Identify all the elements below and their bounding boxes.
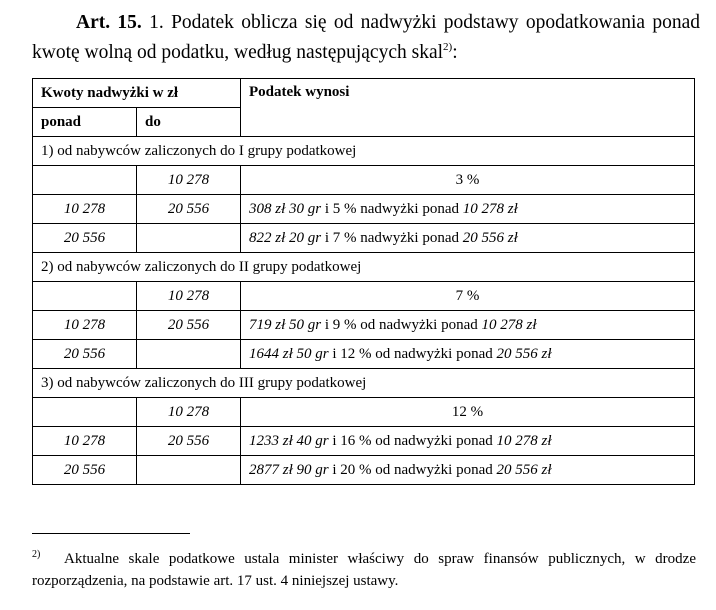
table-row	[33, 224, 695, 253]
tax-threshold: 20 556 zł	[462, 229, 518, 246]
tax-fixed-amount: 1644 zł 50 gr	[249, 345, 329, 362]
header-over: ponad	[33, 108, 137, 137]
tax-rate-text: i 20 % od nadwyżki ponad	[328, 461, 497, 478]
table-row	[33, 311, 695, 340]
tax-rate-text: i 12 % od nadwyżki ponad	[328, 345, 497, 362]
cell-to: 20 556	[137, 311, 241, 340]
cell-over: 20 556	[33, 224, 137, 253]
cell-tax	[241, 340, 695, 369]
tax-rate-text: i 5 % nadwyżki ponad	[321, 200, 463, 217]
cell-over	[33, 282, 137, 311]
footnote	[32, 548, 696, 592]
cell-over: 10 278	[33, 195, 137, 224]
tax-threshold: 20 556 zł	[496, 461, 552, 478]
group-title: 2) od nabywców zaliczonych do II grupy podatkowej	[33, 253, 695, 282]
footnote-mark: 2)	[32, 549, 41, 560]
footnote-line-1: Aktualne skale podatkowe ustala minister właściwy do spraw finansów publicznych, w drodze	[64, 551, 696, 567]
tax-fixed-amount: 2877 zł 90 gr	[249, 461, 329, 478]
article-text-1: 1. Podatek oblicza się od nadwyżki podstawy opodatkowania ponad	[149, 12, 700, 33]
footnote-reference[interactable]: 2)	[443, 41, 453, 53]
article-line-2	[32, 38, 700, 68]
group-title-row	[33, 137, 695, 166]
cell-tax	[241, 427, 695, 456]
cell-to	[137, 456, 241, 485]
group-title-row	[33, 253, 695, 282]
header-to: do	[137, 108, 241, 137]
tax-fixed-amount: 308 zł 30 gr	[249, 200, 322, 217]
cell-tax	[241, 224, 695, 253]
table-row	[33, 166, 695, 195]
cell-over: 10 278	[33, 427, 137, 456]
article-text-2: kwotę wolną od podatku, według następujących skal	[32, 42, 444, 63]
cell-over: 20 556	[33, 340, 137, 369]
tax-threshold: 20 556 zł	[496, 345, 552, 362]
article-label: Art. 15.	[76, 12, 142, 33]
tax-fixed-amount: 1233 zł 40 gr	[249, 432, 329, 449]
footnote-separator	[32, 533, 190, 534]
article-line-1	[32, 8, 700, 38]
table-header-row	[33, 79, 695, 108]
table-row	[33, 340, 695, 369]
cell-tax	[241, 456, 695, 485]
article-text-2-end: :	[452, 42, 458, 63]
table-row	[33, 456, 695, 485]
tax-rate-text: i 16 % od nadwyżki ponad	[328, 432, 497, 449]
cell-over	[33, 398, 137, 427]
cell-to: 10 278	[137, 398, 241, 427]
cell-tax: 7 %	[241, 282, 695, 311]
tax-rate-text: i 9 % od nadwyżki ponad	[321, 316, 482, 333]
cell-tax	[241, 311, 695, 340]
table-row	[33, 427, 695, 456]
tax-threshold: 10 278 zł	[496, 432, 552, 449]
cell-to: 10 278	[137, 282, 241, 311]
group-title: 3) od nabywców zaliczonych do III grupy podatkowej	[33, 369, 695, 398]
table-row	[33, 282, 695, 311]
cell-to: 20 556	[137, 427, 241, 456]
cell-over: 10 278	[33, 311, 137, 340]
header-amounts: Kwoty nadwyżki w zł	[33, 79, 241, 108]
article-15	[32, 8, 700, 68]
table-row	[33, 398, 695, 427]
table-row	[33, 195, 695, 224]
cell-to: 10 278	[137, 166, 241, 195]
tax-fixed-amount: 822 zł 20 gr	[249, 229, 322, 246]
group-title: 1) od nabywców zaliczonych do I grupy podatkowej	[33, 137, 695, 166]
tax-fixed-amount: 719 zł 50 gr	[249, 316, 322, 333]
tax-rate-text: i 7 % nadwyżki ponad	[321, 229, 463, 246]
group-title-row	[33, 369, 695, 398]
footnote-line-2: rozporządzenia, na podstawie art. 17 ust. 4 niniejszej ustawy.	[32, 573, 399, 589]
tax-threshold: 10 278 zł	[462, 200, 518, 217]
cell-tax	[241, 195, 695, 224]
cell-tax: 12 %	[241, 398, 695, 427]
header-tax: Podatek wynosi	[241, 79, 695, 137]
cell-to	[137, 340, 241, 369]
cell-over: 20 556	[33, 456, 137, 485]
tax-threshold: 10 278 zł	[481, 316, 537, 333]
cell-over	[33, 166, 137, 195]
cell-to	[137, 224, 241, 253]
cell-to: 20 556	[137, 195, 241, 224]
cell-tax: 3 %	[241, 166, 695, 195]
tax-scale-table	[32, 78, 695, 485]
